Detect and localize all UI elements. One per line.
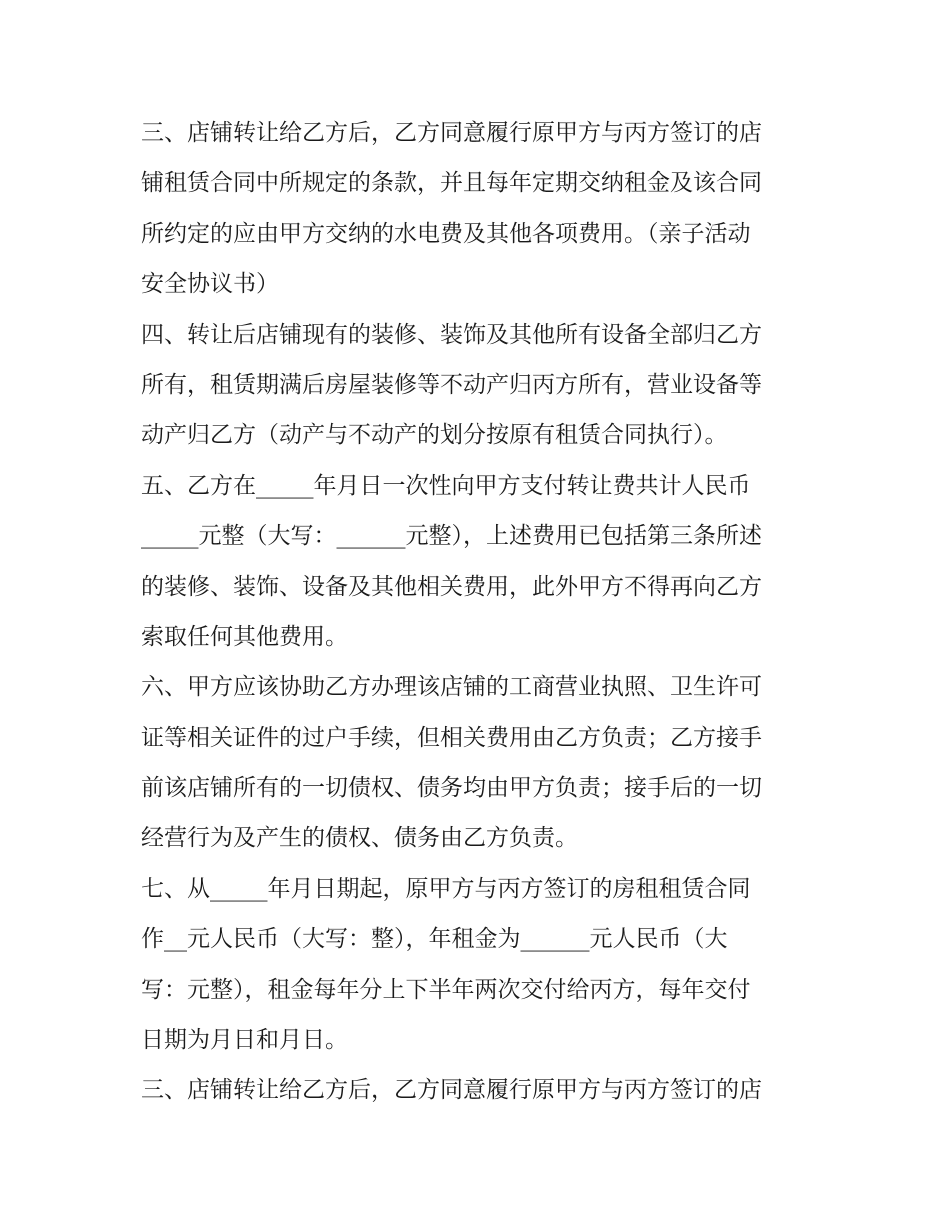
text-line: 五、乙方在_____年月日一次性向甲方支付转让费共计人民币 — [141, 472, 751, 499]
text-line: 索取任何其他费用。 — [141, 623, 348, 650]
text-line: 四、转让后店铺现有的装修、装饰及其他所有设备全部归乙方 — [141, 321, 762, 348]
text-line: 经营行为及产生的债权、债务由乙方负责。 — [141, 825, 578, 852]
text-line: 作__元人民币（大写：整），年租金为______元人民币（大 — [141, 926, 728, 953]
text-line: 三、店铺转让给乙方后，乙方同意履行原甲方与丙方签订的店 — [141, 1077, 762, 1104]
text-line: 六、甲方应该协助乙方办理该店铺的工商营业执照、卫生许可 — [141, 674, 762, 701]
text-line: 所有，租赁期满后房屋装修等不动产归丙方所有，营业设备等 — [141, 371, 762, 398]
text-line: 日期为月日和月日。 — [141, 1027, 348, 1054]
text-line: 铺租赁合同中所规定的条款，并且每年定期交纳租金及该合同 — [141, 170, 762, 197]
text-line: _____元整（大写：______元整），上述费用已包括第三条所述 — [141, 523, 762, 550]
text-line: 三、店铺转让给乙方后，乙方同意履行原甲方与丙方签订的店 — [141, 120, 762, 146]
text-line: 的装修、装饰、设备及其他相关费用，此外甲方不得再向乙方 — [141, 573, 762, 600]
contract-body-text — [141, 108, 821, 1116]
text-line: 证等相关证件的过户手续，但相关费用由乙方负责；乙方接手 — [141, 724, 762, 751]
text-line: 所约定的应由甲方交纳的水电费及其他各项费用。（亲子活动 — [141, 220, 751, 247]
text-line: 写：元整），租金每年分上下半年两次交付给丙方，每年交付 — [141, 976, 751, 1003]
text-line: 前该店铺所有的一切债权、债务均由甲方负责；接手后的一切 — [141, 775, 762, 802]
text-line: 安全协议书） — [141, 271, 279, 298]
text-line: 动产归乙方（动产与不动产的划分按原有租赁合同执行）。 — [141, 422, 728, 449]
text-line: 七、从_____年月日期起，原甲方与丙方签订的房租租赁合同 — [141, 875, 751, 902]
